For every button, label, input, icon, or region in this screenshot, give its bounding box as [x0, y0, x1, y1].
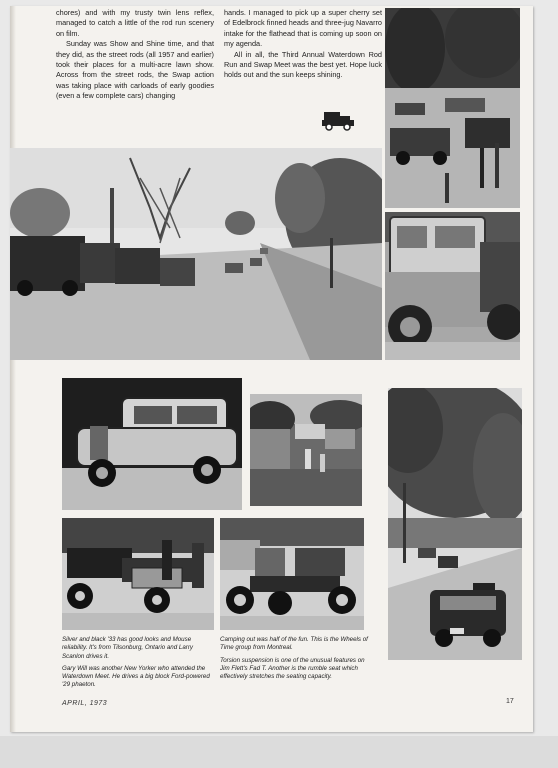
- page-gutter: [10, 6, 16, 732]
- photo-cars-on-road: [388, 388, 522, 660]
- article-paragraph: Sunday was Show and Shine time, and that they did, as the street rods (all 1957 and earlier) took their places for a multi-acre lawn show. Across from the street rods, the Swap action was taking place with carloads of early goodies (even a few complete cars) changing: [56, 39, 214, 101]
- photo-29-phaeton: [62, 518, 214, 630]
- article-column-2: [224, 8, 382, 81]
- caption-left: [62, 636, 216, 694]
- photo-coupe-side: [385, 212, 520, 360]
- article-column-1: [56, 8, 214, 102]
- car-logo-icon: [320, 109, 356, 131]
- page-number: 17: [506, 698, 514, 705]
- photo-road-line-of-cars: [10, 148, 382, 360]
- caption-text: Camping out was half of the fun. This is the Wheels of Time group from Montreal.: [220, 636, 368, 652]
- photo-silver-black-33: [62, 378, 242, 510]
- photo-car-show-crowd: [385, 8, 520, 208]
- issue-date: APRIL, 1973: [62, 700, 108, 707]
- caption-text: Gary Will was another New Yorker who attended the Waterdown Meet. He drives a big block Ford-powered '29 phaeton.: [62, 664, 210, 689]
- caption-right: [220, 636, 370, 685]
- article-paragraph: chores) and with my trusty twin lens reflex, managed to catch a little of the rod run scenery on film.: [56, 8, 214, 38]
- photo-camping-group: [250, 394, 362, 506]
- photo-fad-t: [220, 518, 364, 630]
- caption-text: Silver and black '33 has good looks and Mouse reliability. It's from Tilsonburg, Ontario and Larry Scanlon drives it.: [62, 636, 193, 660]
- article-paragraph: hands. I managed to pick up a super cherry set of Edelbrock finned heads and three-jug Navarro intake for the flathead that is coming up soon on my agenda.: [224, 8, 382, 49]
- scan-background-strip: [0, 736, 558, 768]
- caption-text: Torsion suspension is one of the unusual features on Jim Flett's Fad T. Another is the rumble seat which effectively stretches the seating capacity.: [220, 656, 365, 681]
- article-paragraph: All in all, the Third Annual Waterdown Rod Run and Swap Meet was the best yet. Hope luck holds out and the sun keeps shining.: [224, 49, 382, 80]
